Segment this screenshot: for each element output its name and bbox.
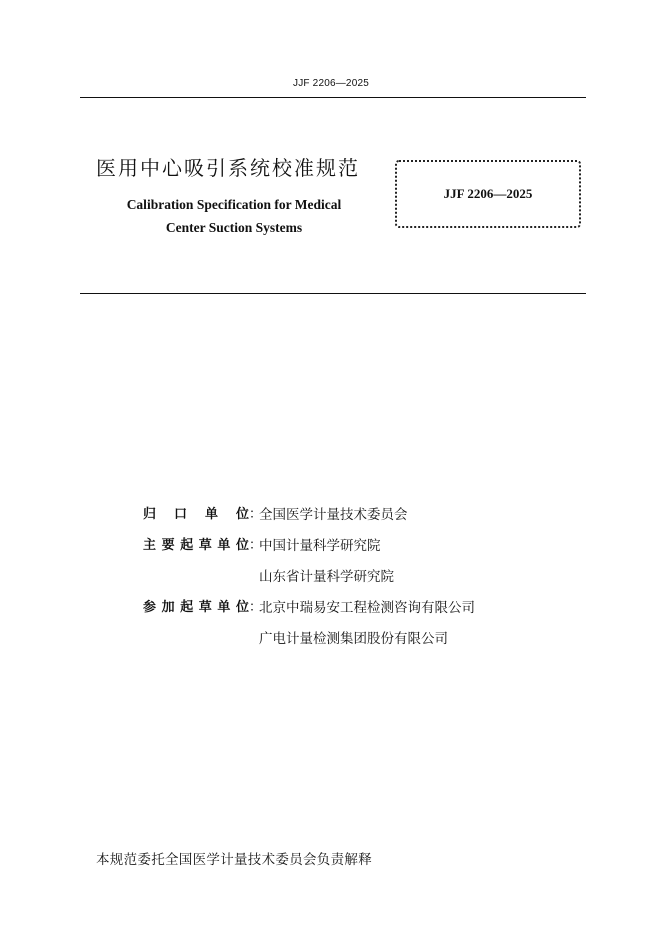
- drafter-organization: 广电计量检测集团股份有限公司: [259, 631, 448, 647]
- drafter-label: 主要起草单位: [143, 538, 249, 553]
- document-title-chinese: 医用中心吸引系统校准规范: [96, 156, 360, 180]
- header-rule: [80, 97, 586, 98]
- specification-code-box: [395, 160, 581, 228]
- drafter-label: 参加起草单位: [143, 600, 249, 615]
- drafter-row-main-continued: [143, 565, 543, 596]
- drafter-row-responsible: [143, 503, 543, 534]
- english-title-line-1: Calibration Specification for Medical: [126, 197, 342, 212]
- drafter-organization: 中国计量科学研究院: [259, 538, 381, 554]
- drafter-label: 归 口 单 位: [143, 507, 249, 522]
- drafter-colon: ：: [249, 507, 263, 522]
- drafter-colon: ：: [249, 538, 263, 553]
- drafter-row-participating-continued: [143, 627, 543, 658]
- specification-code: JJF 2206—2025: [443, 186, 533, 201]
- drafter-row-main: [143, 534, 543, 565]
- drafter-organization: 全国医学计量技术委员会: [259, 507, 408, 523]
- running-header-code: JJF 2206—2025: [293, 78, 369, 89]
- title-block-rule: [80, 293, 586, 294]
- document-title-english: [98, 193, 370, 239]
- drafter-row-participating: [143, 596, 543, 627]
- drafting-organizations: [143, 503, 543, 658]
- drafter-organization: 山东省计量科学研究院: [259, 569, 394, 585]
- interpretation-note: 本规范委托全国医学计量技术委员会负责解释: [96, 852, 372, 868]
- drafter-organization: 北京中瑞易安工程检测咨询有限公司: [259, 600, 475, 616]
- drafter-colon: ：: [249, 600, 263, 615]
- english-title-line-2: Center Suction Systems: [165, 220, 303, 235]
